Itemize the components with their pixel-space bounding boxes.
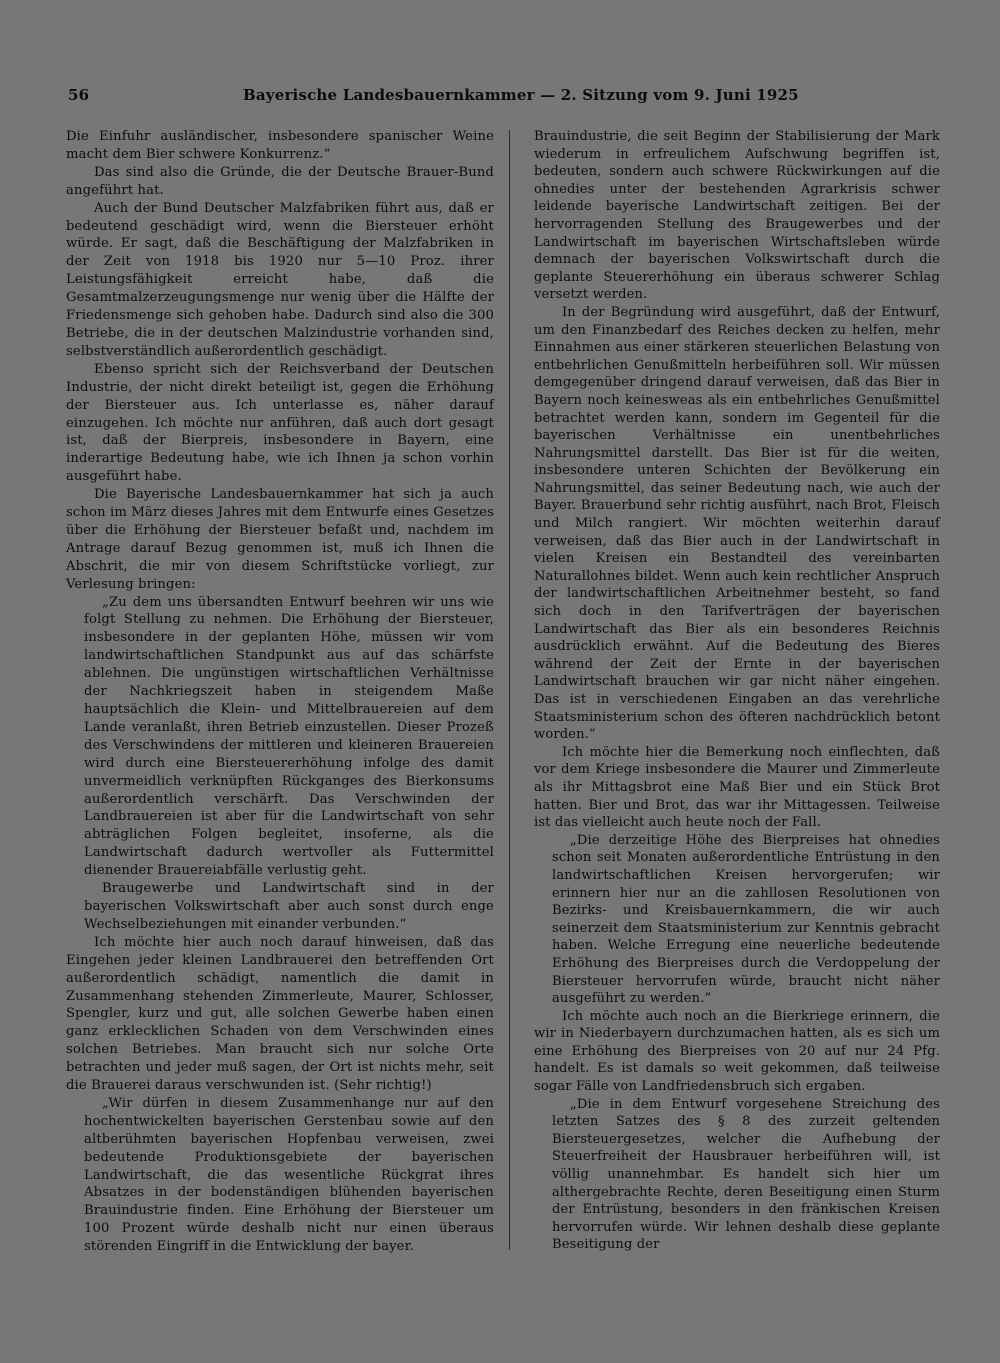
right-text-column <box>534 128 940 1254</box>
page-header <box>68 86 932 108</box>
quoted-paragraph: Braugewerbe und Landwirtschaft sind in der bayerischen Volkswirtschaft aber auch sonst durch enge Wechselbeziehungen mit einander verbunden.“ <box>84 881 494 932</box>
paragraph: Ich möchte auch noch an die Bierkriege erinnern, die wir in Niederbayern durchzumachen hatten, als es sich um eine Erhöhung des Bierpreises von 20 auf nur 24 Pfg. handelt. Es ist damals so weit gekommen, daß teilweise sogar Fälle von Landfriedensbruch sich ergaben. <box>534 1008 940 1095</box>
page-number: 56 <box>68 86 90 104</box>
paragraph: Das sind also die Gründe, die der Deutsche Brauer-Bund angeführt hat. <box>66 164 494 198</box>
quoted-paragraph: „Die derzeitige Höhe des Bierpreises hat ohnedies schon seit Monaten außerordentliche Entrüstung in den landwirtschaftlichen Kreisen hervorgerufen; wir erinnern hier nur an die zahllosen Resolutionen von Bezirks- und Kreisbauernkammern, die wir auch seinerzeit dem Staatsministerium zur Kenntnis gebracht haben. Welche Erregung eine neuerliche bedeutende Erhöhung des Bierpreises durch die Verdoppelung der Biersteuer hervorrufen würde, braucht nicht näher ausgeführt zu werden.“ <box>552 832 940 1007</box>
quoted-paragraph: „Wir dürfen in diesem Zusammenhange nur auf den hochentwickelten bayerischen Gerstenbau sowie auf den altberühmten bayerischen Hopfenbau verweisen, zwei bedeutende Produktionsgebiete der bayerischen Landwirtschaft, die das wesentliche Rückgrat ihres Absatzes in der bodenständigen blühenden bayerischen Brauindustrie finden. Eine Erhöhung der Biersteuer um 100 Prozent würde deshalb nicht nur einen überaus störenden Eingriff in die Entwicklung der bayer. <box>84 1095 494 1255</box>
paragraph: Brauindustrie, die seit Beginn der Stabilisierung der Mark wiederum in erfreulichem Aufschwung begriffen ist, bedeuten, sondern auch schwere Rückwirkungen auf die ohnedies unter der bestehenden Agrarkrisis schwer leidende bayerische Landwirtschaft zeitigen. Bei der hervorragenden Stellung des Braugewerbes und der Landwirtschaft im bayerischen Wirtschaftsleben würde demnach der bayerischen Volkswirtschaft durch die geplante Steuererhöhung ein überaus schwerer Schlag versetzt werden. <box>534 129 940 303</box>
paragraph: Ebenso spricht sich der Reichsverband der Deutschen Industrie, der nicht direkt beteiligt ist, gegen die Erhöhung der Biersteuer aus. Ich unterlasse es, näher darauf einzugehen. Ich möchte nur anführen, daß auch dort gesagt ist, daß der Bierpreis, insbesondere in Bayern, eine inderartige Bedeutung habe, wie ich Ihnen ja schon vorhin ausgeführt habe. <box>66 361 494 485</box>
paragraph: Die Bayerische Landesbauernkammer hat sich ja auch schon im März dieses Jahres mit dem Entwurfe eines Gesetzes über die Erhöhung der Biersteuer befaßt und, nachdem im Antrage darauf Bezug genommen ist, muß ich Ihnen die Abschrit, die mir von diesem Schriftstücke vorliegt, zur Verlesung bringen: <box>66 487 494 592</box>
running-head: Bayerische Landesbauernkammer — 2. Sitzung vom 9. Juni 1925 <box>243 86 799 104</box>
paragraph: Auch der Bund Deutscher Malzfabriken führt aus, daß er bedeutend geschädigt wird, wenn die Biersteuer erhöht würde. Er sagt, daß die Beschäftigung der Malzfabriken in der Zeit von 1918 bis 1920 nur 5—10 Proz. ihrer Leistungsfähigkeit erreicht habe, daß die Gesamtmalzerzeugungsmenge nur wenig über die Hälfte der Friedensmenge sich gehoben habe. Dadurch sind also die 300 Betriebe, die in der deutschen Malzindustrie vorhanden sind, selbstverständlich außerordentlich geschädigt. <box>66 200 494 359</box>
left-text-column <box>66 128 494 1256</box>
paragraph: In der Begründung wird ausgeführt, daß der Entwurf, um den Finanzbedarf des Reiches decken zu helfen, mehr Einnahmen aus einer stärkeren steuerlichen Belastung von entbehrlichen Genußmitteln herbeiführen soll. Wir müssen demgegenüber dringend darauf verweisen, daß das Bier in Bayern noch keinesweas als ein entbehrliches Genußmittel betrachtet werden kann, sondern im Gegenteil für die bayerischen Verhältnisse ein unentbehrliches Nahrungsmittel darstellt. Das Bier ist für die weiten, insbesondere unteren Schichten der Bevölkerung ein Nahrungsmittel, das seiner Bedeutung nach, wie auch der Bayer. Brauerbund sehr richtig ausführt, nach Brot, Fleisch und Milch rangiert. Wir möchten weiterhin darauf verweisen, daß das Bier auch in der Landwirtschaft in vielen Kreisen ein Bestandteil des vereinbarten Naturallohnes bildet. Wenn auch kein rechtlicher Anspruch der landwirtschaftlichen Arbeitnehmer besteht, so fand sich doch in den Tarifverträgen der bayerischen Landwirtschaft das Bier als ein besonderes Reichnis ausdrücklich erwähnt. Auf die Bedeutung des Bieres während der Zeit der Ernte in der bayerischen Landwirtschaft brauchen wir gar nicht näher eingehen. Das ist in verschiedenen Eingaben an das verehrliche Staatsministerium schon des öfteren nachdrücklich betont worden.“ <box>534 304 940 743</box>
paragraph: Ich möchte hier die Bemerkung noch einflechten, daß vor dem Kriege insbesondere die Maurer und Zimmerleute als ihr Mittagsbrot eine Maß Bier und ein Stück Brot hatten. Bier und Brot, das war ihr Mittagessen. Teilweise ist das vielleicht auch heute noch der Fall. <box>534 744 940 831</box>
column-divider <box>509 130 510 1250</box>
quoted-paragraph: „Die in dem Entwurf vorgesehene Streichung des letzten Satzes des § 8 des zurzeit geltenden Biersteuergesetzes, welcher die Aufhebung der Steuerfreiheit der Hausbrauer herbeiführen will, ist völlig unannehmbar. Es handelt sich hier um althergebrachte Rechte, deren Beseitigung einen Sturm der Entrüstung, besonders in den fränkischen Kreisen hervorrufen würde. Wir lehnen deshalb diese geplante Beseitigung der <box>552 1096 940 1253</box>
paragraph: Die Einfuhr ausländischer, insbesondere spanischer Weine macht dem Bier schwere Konkurrenz.“ <box>66 129 494 162</box>
paragraph: Ich möchte hier auch noch darauf hinweisen, daß das Eingehen jeder kleinen Landbrauerei den betreffenden Ort außerordentlich schädigt, namentlich die damit in Zusammenhang stehenden Zimmerleute, Maurer, Schlosser, Spengler, kurz und gut, alle solchen Gewerbe haben einen ganz erklecklichen Schaden von dem Verschwinden eines solchen Betriebes. Man braucht sich nur solche Orte betrachten und jeder muß sagen, der Ort ist nichts mehr, seit die Brauerei daraus verschwunden ist. (Sehr richtig!) <box>66 934 494 1094</box>
quoted-paragraph: „Zu dem uns übersandten Entwurf beehren wir uns wie folgt Stellung zu nehmen. Die Erhöhung der Biersteuer, insbesondere in der geplanten Höhe, müssen wir vom landwirtschaftlichen Standpunkt aus auf das schärfste ablehnen. Die ungünstigen wirtschaftlichen Verhältnisse der Nachkriegszeit haben in steigendem Maße hauptsächlich die Klein- und Mittelbrauereien auf dem Lande veranlaßt, ihren Betrieb einzustellen. Dieser Prozeß des Verschwindens der mittleren und kleineren Brauereien wird durch eine Biersteuererhöhung infolge des damit unvermeidlich verknüpften Rückganges des Bierkonsums außerordentlich verschärft. Das Verschwinden der Landbrauereien ist aber für die Landwirtschaft von sehr abträglichen Folgen begleitet, insoferne, als die Landwirtschaft dadurch wertvoller als Futtermittel dienender Brauereiabfälle verlustig geht. <box>84 594 494 879</box>
